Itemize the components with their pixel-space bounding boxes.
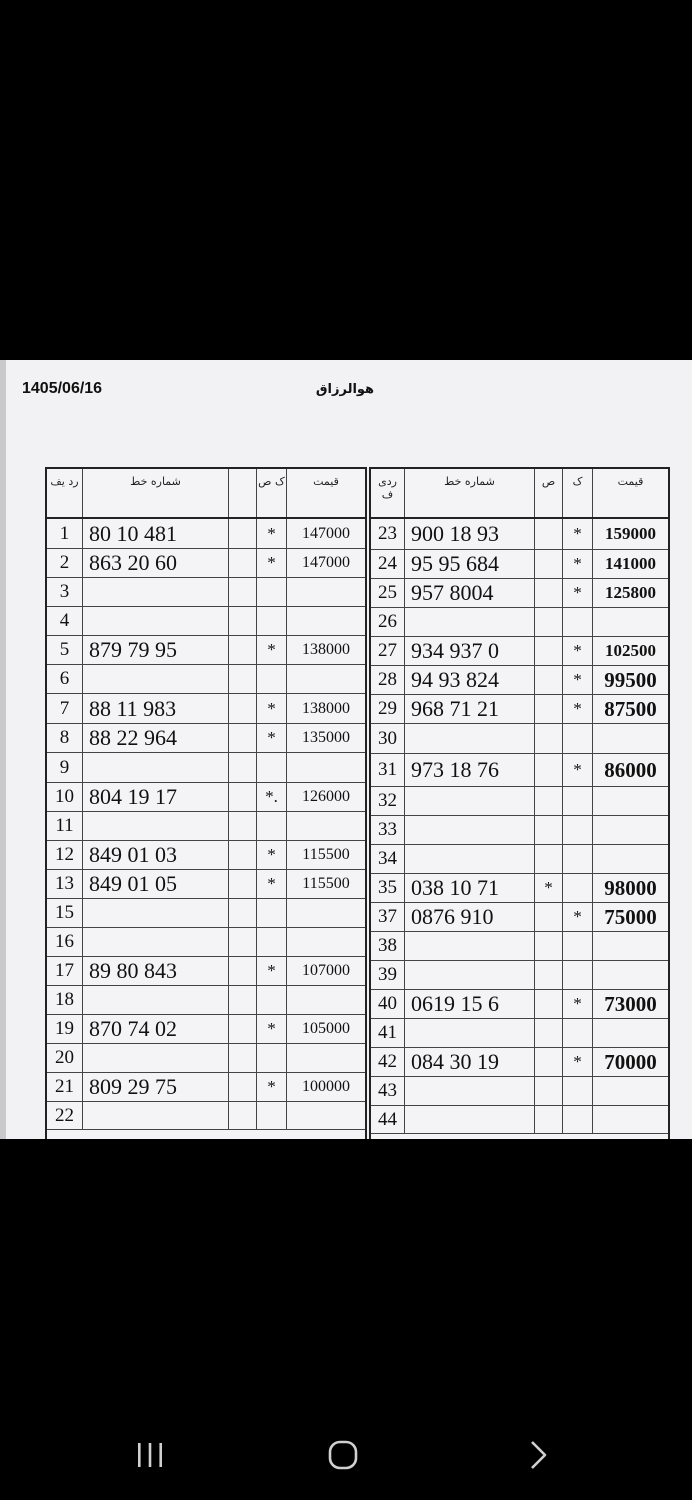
table-row (47, 549, 365, 578)
line-number: 968 71 21 (405, 695, 535, 723)
table-row (47, 1015, 365, 1044)
mark-cell (535, 608, 563, 636)
price-cell: 102500 (605, 641, 656, 660)
line-number (405, 1106, 535, 1133)
price-cell: 73000 (604, 991, 657, 1016)
mark-cell (563, 874, 593, 902)
table-row (371, 1019, 668, 1048)
recent-apps-button[interactable] (120, 1435, 180, 1475)
mark-cell: * (257, 841, 287, 869)
mark-cell (229, 665, 257, 693)
mark-cell (229, 549, 257, 577)
header-price: قیمت (313, 475, 339, 488)
recent-apps-icon (134, 1440, 166, 1470)
table-row (47, 578, 365, 607)
mark-cell (257, 812, 287, 840)
line-number: 973 18 76 (405, 754, 535, 786)
price-cell (287, 665, 365, 693)
table-row (371, 637, 668, 666)
mark-cell: * (563, 666, 593, 694)
table-row (371, 608, 668, 637)
row-index: 24 (371, 550, 405, 578)
table-row (47, 986, 365, 1015)
row-index: 22 (47, 1102, 83, 1129)
mark-cell (535, 519, 563, 549)
table-row (371, 1077, 668, 1106)
scanned-document (0, 360, 692, 1139)
row-index: 32 (371, 787, 405, 815)
mark-cell: * (257, 724, 287, 752)
price-cell (287, 812, 365, 840)
row-index: 6 (47, 665, 83, 693)
back-icon (526, 1438, 550, 1472)
mark-cell (229, 753, 257, 782)
line-number (405, 724, 535, 753)
table-row (47, 636, 365, 665)
row-index: 7 (47, 694, 83, 723)
table-row (371, 724, 668, 754)
price-cell: 86000 (604, 757, 657, 782)
table-row (371, 579, 668, 608)
mark-cell (229, 928, 257, 956)
row-index: 25 (371, 579, 405, 607)
row-index: 1 (47, 519, 83, 548)
row-index: 28 (371, 666, 405, 694)
line-number (405, 608, 535, 636)
row-index: 18 (47, 986, 83, 1014)
line-number: 849 01 03 (83, 841, 229, 869)
table-row (47, 1073, 365, 1102)
row-index: 21 (47, 1073, 83, 1101)
mark-cell (535, 845, 563, 873)
table-row (47, 519, 365, 549)
mark-cell: * (563, 903, 593, 931)
table-row (47, 607, 365, 636)
line-number: 0876 910 (405, 903, 535, 931)
mark-cell (229, 1073, 257, 1101)
price-cell: 138000 (302, 699, 350, 717)
row-index: 39 (371, 961, 405, 989)
header-index: رد یف (47, 469, 83, 517)
line-number: 879 79 95 (83, 636, 229, 664)
mark-cell (563, 845, 593, 873)
table-row (371, 961, 668, 990)
line-number: 084 30 19 (405, 1048, 535, 1076)
mark-cell (535, 1019, 563, 1047)
row-index: 15 (47, 899, 83, 927)
line-number: 849 01 05 (83, 870, 229, 898)
price-cell (593, 1106, 668, 1133)
row-index: 27 (371, 637, 405, 665)
line-number: 88 11 983 (83, 694, 229, 723)
mark-cell (257, 986, 287, 1014)
table-row (371, 874, 668, 903)
mark-cell (257, 899, 287, 927)
price-cell: 98000 (604, 875, 657, 900)
price-cell: 147000 (302, 524, 350, 542)
line-number: 0619 15 6 (405, 990, 535, 1018)
table-header (47, 469, 365, 519)
mark-cell (229, 783, 257, 811)
line-number (83, 753, 229, 782)
row-index: 11 (47, 812, 83, 840)
price-cell (593, 961, 668, 989)
table-row (47, 1102, 365, 1130)
line-number (83, 665, 229, 693)
mark-cell (229, 957, 257, 985)
mark-cell (229, 607, 257, 635)
table-row (371, 845, 668, 874)
mark-cell (257, 607, 287, 635)
price-cell: 138000 (302, 641, 350, 658)
line-number (405, 816, 535, 844)
mark-cell: * (535, 874, 563, 902)
price-cell (287, 753, 365, 782)
price-cell (287, 607, 365, 635)
header-index: ردی ف (371, 469, 405, 517)
mark-cell: * (257, 1015, 287, 1043)
mark-cell (535, 695, 563, 723)
mark-cell: * (563, 695, 593, 723)
mark-cell: *. (257, 783, 287, 811)
price-cell: 105000 (302, 1020, 350, 1037)
mark-cell (535, 1048, 563, 1076)
price-cell: 107000 (302, 962, 350, 979)
line-number: 957 8004 (405, 579, 535, 607)
table-row (371, 754, 668, 787)
table-header (371, 469, 668, 519)
mark-cell (257, 1044, 287, 1072)
mark-cell (229, 724, 257, 752)
price-cell: 75000 (604, 904, 657, 929)
mark-cell (257, 1102, 287, 1129)
mark-cell (535, 724, 563, 753)
mark-cell (563, 932, 593, 960)
price-cell (287, 928, 365, 956)
mark-cell (563, 1106, 593, 1133)
row-index: 10 (47, 783, 83, 811)
row-index: 4 (47, 607, 83, 635)
line-number: 934 937 0 (405, 637, 535, 665)
line-number: 038 10 71 (405, 874, 535, 902)
row-index: 30 (371, 724, 405, 753)
mark-cell (563, 816, 593, 844)
line-number: 88 22 964 (83, 724, 229, 752)
line-number: 89 80 843 (83, 957, 229, 985)
mark-cell: * (257, 636, 287, 664)
price-cell (287, 899, 365, 927)
price-cell: 126000 (302, 788, 350, 805)
table-row (47, 957, 365, 986)
document-heading: هوالرزاق (315, 382, 375, 397)
row-index: 43 (371, 1077, 405, 1105)
table-row (371, 519, 668, 550)
mark-cell (229, 694, 257, 723)
row-index: 8 (47, 724, 83, 752)
price-cell (287, 1102, 365, 1129)
price-cell: 115500 (302, 875, 350, 892)
header-empty (229, 469, 257, 517)
price-cell: 70000 (604, 1049, 657, 1074)
table-row (371, 816, 668, 845)
mark-cell (535, 816, 563, 844)
line-number (405, 787, 535, 815)
mark-cell (229, 1015, 257, 1043)
mark-cell (535, 1106, 563, 1133)
mark-cell: * (563, 990, 593, 1018)
price-cell: 99500 (604, 667, 657, 692)
row-index: 9 (47, 753, 83, 782)
mark-cell: * (257, 519, 287, 548)
mark-cell (563, 1077, 593, 1105)
mark-cell: * (257, 1073, 287, 1101)
row-index: 40 (371, 990, 405, 1018)
mark-cell (535, 787, 563, 815)
mark-cell (257, 578, 287, 606)
mark-cell (229, 841, 257, 869)
table-row (47, 694, 365, 724)
mark-cell: * (563, 637, 593, 665)
price-cell: 141000 (605, 554, 656, 573)
mark-cell (563, 1019, 593, 1047)
row-index: 17 (47, 957, 83, 985)
row-index: 16 (47, 928, 83, 956)
price-cell (287, 578, 365, 606)
mark-cell (535, 961, 563, 989)
table-row (371, 787, 668, 816)
line-number (83, 1102, 229, 1129)
mark-cell (535, 932, 563, 960)
price-cell (593, 724, 668, 753)
row-index: 37 (371, 903, 405, 931)
table-row (47, 753, 365, 783)
table-row (47, 783, 365, 812)
table-body (47, 519, 365, 1130)
line-number: 900 18 93 (405, 519, 535, 549)
paper-edge (0, 360, 6, 1139)
table-row (47, 841, 365, 870)
line-number (405, 961, 535, 989)
mark-cell (229, 870, 257, 898)
row-index: 42 (371, 1048, 405, 1076)
row-index: 41 (371, 1019, 405, 1047)
row-index: 44 (371, 1106, 405, 1133)
table-row (371, 903, 668, 932)
price-cell (287, 986, 365, 1014)
price-cell: 147000 (302, 554, 350, 571)
row-index: 31 (371, 754, 405, 786)
price-cell: 100000 (302, 1078, 350, 1095)
line-number (405, 932, 535, 960)
mark-cell: * (257, 957, 287, 985)
line-number (83, 1044, 229, 1072)
table-row (371, 695, 668, 724)
line-number: 804 19 17 (83, 783, 229, 811)
row-index: 3 (47, 578, 83, 606)
mark-cell (229, 812, 257, 840)
mark-cell: * (563, 754, 593, 786)
price-cell (287, 1044, 365, 1072)
mark-cell (257, 928, 287, 956)
back-button[interactable] (508, 1435, 568, 1475)
mark-cell (535, 903, 563, 931)
line-number (83, 607, 229, 635)
row-index: 23 (371, 519, 405, 549)
line-number: 863 20 60 (83, 549, 229, 577)
table-row (47, 812, 365, 841)
mark-cell (229, 986, 257, 1014)
price-table-right (369, 467, 670, 1139)
system-navigation-bar (0, 1410, 692, 1500)
line-number: 94 93 824 (405, 666, 535, 694)
table-row (371, 932, 668, 961)
line-number: 95 95 684 (405, 550, 535, 578)
line-number (83, 928, 229, 956)
row-index: 12 (47, 841, 83, 869)
mark-cell: * (257, 694, 287, 723)
row-index: 20 (47, 1044, 83, 1072)
mark-cell (535, 637, 563, 665)
table-row (371, 1048, 668, 1077)
mark-cell (229, 899, 257, 927)
table-row (47, 724, 365, 753)
mark-cell (563, 608, 593, 636)
line-number (83, 812, 229, 840)
mark-cell (257, 665, 287, 693)
price-cell: 159000 (605, 524, 656, 543)
row-index: 38 (371, 932, 405, 960)
line-number: 80 10 481 (83, 519, 229, 548)
document-date: 1405/06/16 (22, 380, 103, 397)
row-index: 2 (47, 549, 83, 577)
line-number (405, 1077, 535, 1105)
home-button[interactable] (313, 1435, 373, 1475)
mark-cell (535, 754, 563, 786)
table-row (47, 870, 365, 899)
line-number: 809 29 75 (83, 1073, 229, 1101)
mark-cell (535, 550, 563, 578)
row-index: 35 (371, 874, 405, 902)
table-row (47, 665, 365, 694)
table-row (371, 666, 668, 695)
line-number (83, 578, 229, 606)
mark-cell (535, 990, 563, 1018)
price-table-left (45, 467, 367, 1139)
line-number (83, 986, 229, 1014)
mark-cell: * (257, 870, 287, 898)
price-cell: 135000 (302, 729, 350, 746)
table-row (371, 1106, 668, 1134)
mark-cell (563, 787, 593, 815)
home-icon (326, 1438, 360, 1472)
price-cell: 115500 (302, 846, 350, 863)
header-k: ک (563, 469, 593, 517)
row-index: 34 (371, 845, 405, 873)
line-number (405, 1019, 535, 1047)
line-number (83, 899, 229, 927)
price-cell (593, 932, 668, 960)
price-cell (593, 1019, 668, 1047)
price-cell: 125800 (605, 583, 656, 602)
row-index: 5 (47, 636, 83, 664)
line-number: 870 74 02 (83, 1015, 229, 1043)
mark-cell: * (563, 550, 593, 578)
mark-cell (535, 1077, 563, 1105)
mark-cell (535, 666, 563, 694)
table-row (47, 899, 365, 928)
row-index: 26 (371, 608, 405, 636)
mark-cell (563, 961, 593, 989)
price-cell (593, 816, 668, 844)
mark-cell (229, 636, 257, 664)
mark-cell (257, 753, 287, 782)
header-ks: ک ص (257, 469, 287, 517)
mark-cell (229, 1044, 257, 1072)
mark-cell: * (257, 549, 287, 577)
price-cell (593, 787, 668, 815)
header-s: ص (535, 469, 563, 517)
row-index: 13 (47, 870, 83, 898)
mark-cell: * (563, 1048, 593, 1076)
mark-cell: * (563, 519, 593, 549)
table-row (47, 1044, 365, 1073)
mark-cell (229, 519, 257, 548)
line-number (405, 845, 535, 873)
header-number: شماره خط (83, 469, 229, 517)
price-cell: 87500 (604, 696, 657, 721)
table-row (47, 928, 365, 957)
price-cell (593, 845, 668, 873)
mark-cell (229, 578, 257, 606)
header-number: شماره خط (405, 469, 535, 517)
header-price: قیمت (617, 475, 644, 488)
price-cell (593, 608, 668, 636)
mark-cell (535, 579, 563, 607)
mark-cell: * (563, 579, 593, 607)
row-index: 33 (371, 816, 405, 844)
mark-cell (563, 724, 593, 753)
table-row (371, 990, 668, 1019)
table-row (371, 550, 668, 579)
price-cell (593, 1077, 668, 1105)
row-index: 29 (371, 695, 405, 723)
mark-cell (229, 1102, 257, 1129)
row-index: 19 (47, 1015, 83, 1043)
table-body (371, 519, 668, 1134)
